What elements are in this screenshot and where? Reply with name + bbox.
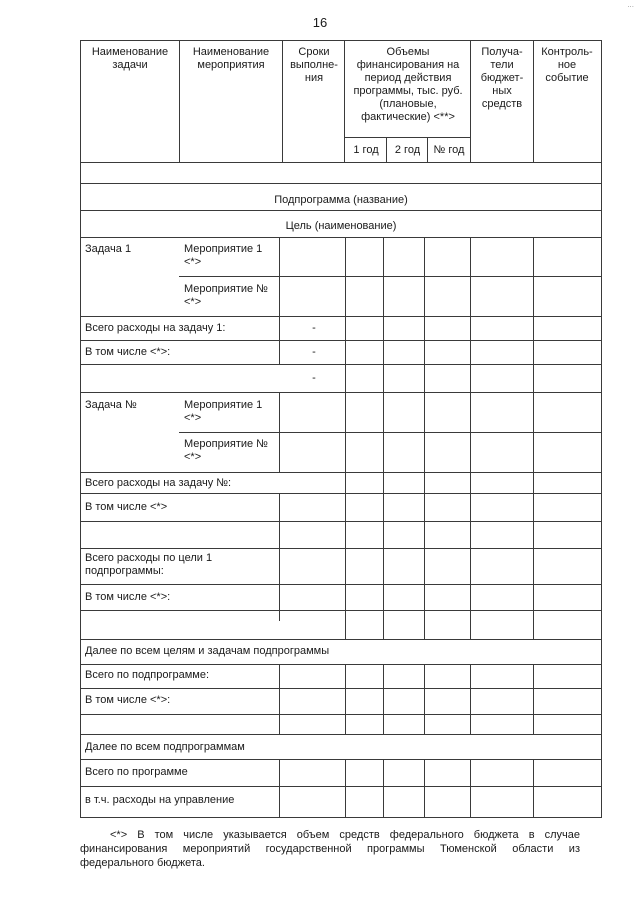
footnote: <*> В том числе указывается объем средств федерального бюджета в случае финансирования мероприятий государственной программы Тюменской области из федерального бюджета. — [80, 829, 580, 869]
dash-mark: - — [312, 322, 316, 334]
row-further-subprograms: Далее по всем подпрограммам — [85, 741, 245, 753]
header-event-name: Наименование мероприятия — [192, 46, 270, 71]
row-event1b: Мероприятие 1 <*> — [184, 399, 263, 424]
table-border-left — [80, 40, 81, 818]
row-incl4: В том числе <*>: — [85, 694, 171, 706]
header-deadlines: Сроки выполне-ния — [290, 46, 338, 84]
dash-mark: - — [312, 372, 316, 384]
header-task-name: Наименование задачи — [91, 46, 169, 71]
corner-mark: ... — [627, 0, 634, 9]
header-year1: 1 год — [353, 144, 379, 156]
page-number: 16 — [312, 15, 328, 30]
header-funding: Объемы финансирования на период действия программы, тыс. руб. (плановые, фактические) <**> — [353, 46, 463, 123]
row-incl3: В том числе <*>: — [85, 591, 171, 603]
header-yearN: № год — [433, 144, 465, 156]
row-subprogram: Подпрограмма (название) — [274, 194, 408, 206]
table-border-bottom — [80, 817, 602, 818]
funding-table — [80, 40, 602, 818]
row-total-goal1: Всего расходы по цели 1 подпрограммы: — [85, 552, 213, 577]
row-total-program: Всего по программе — [85, 766, 188, 778]
dash-mark: - — [312, 346, 316, 358]
table-border-top — [80, 40, 602, 41]
row-taskN: Задача № — [85, 399, 137, 411]
row-goal: Цель (наименование) — [285, 220, 397, 232]
header-control-event: Контроль-ное событие — [541, 46, 593, 84]
row-incl1: В том числе <*>: — [85, 346, 171, 358]
row-task1: Задача 1 — [85, 243, 132, 255]
row-event1: Мероприятие 1 <*> — [184, 243, 263, 268]
header-year2: 2 год — [394, 144, 421, 156]
row-eventNb: Мероприятие № <*> — [184, 438, 268, 463]
row-management-costs: в т.ч. расходы на управление — [85, 794, 235, 806]
row-further-goals: Далее по всем целям и задачам подпрограммы — [85, 645, 330, 657]
row-total-taskN: Всего расходы на задачу №: — [85, 477, 232, 489]
row-total-task1: Всего расходы на задачу 1: — [85, 322, 226, 334]
row-total-subprogram: Всего по подпрограмме: — [85, 669, 210, 681]
header-recipients: Получа-тели бюджет-ных средств — [480, 46, 524, 110]
table-border-right — [601, 40, 602, 818]
row-eventN: Мероприятие № <*> — [184, 283, 268, 308]
row-incl2: В том числе <*> — [85, 501, 168, 513]
